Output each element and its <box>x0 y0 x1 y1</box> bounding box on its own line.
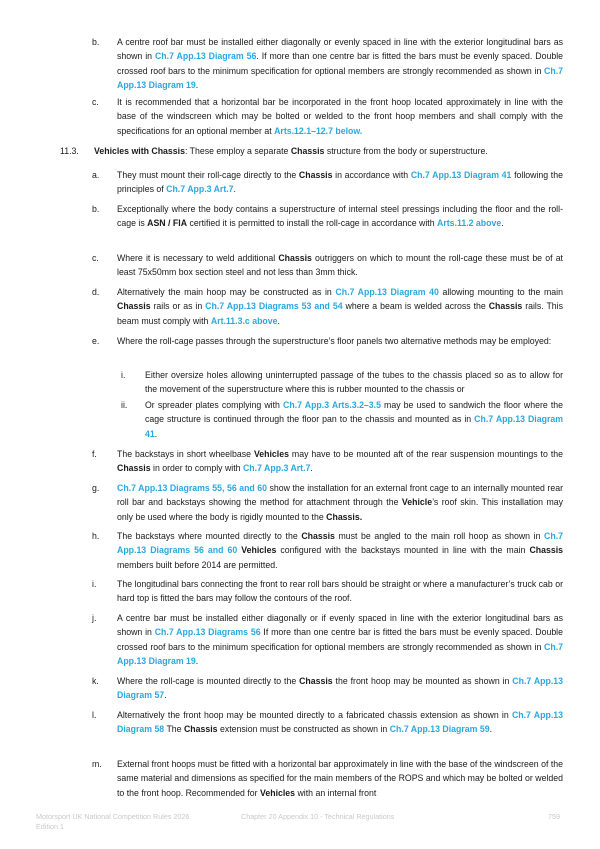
body-text: The backstays where mounted directly to the <box>117 531 302 541</box>
item-e-text <box>117 334 563 348</box>
cross-reference-link[interactable]: Arts.12.1–12.7 below. <box>274 125 363 136</box>
section-number: 11.3. <box>60 146 79 156</box>
item-label-f: f. <box>92 449 97 459</box>
body-text: . <box>195 656 199 667</box>
item-label-k: k. <box>92 676 99 686</box>
cross-reference-link[interactable]: Art.11.3.c above <box>210 315 278 326</box>
body-text: Where it is necessary to weld additional <box>117 253 279 263</box>
defined-term: Chassis <box>117 463 151 474</box>
body-text: . If more than one centre bar is fitted the bars must be evenly spaced. Double crossed roof bars to the minimum specification for optional members are strongly recommended as shown in <box>117 51 564 76</box>
item-e-i-text <box>145 368 563 397</box>
cross-reference-link[interactable]: Ch.7 App.13 Diagram 40 <box>335 287 439 297</box>
body-text: . <box>195 80 199 91</box>
defined-term: Chassis <box>278 253 312 263</box>
cross-reference-link[interactable]: Ch.7 App.13 Diagrams 56 and 60 <box>117 531 564 556</box>
item-label-i: i. <box>92 579 97 589</box>
item-label-e-i: i. <box>121 370 126 380</box>
body-text: It is recommended that a horizontal bar be incorporated in the front hoop located approximately in line with the base of the windscreen which may be bolted or welded to the front hoop members and shall comply with the specifications for an optional member at <box>117 97 563 136</box>
body-text: in accordance with <box>332 170 411 180</box>
body-text: . <box>277 315 280 326</box>
body-text: Where the roll-cage is mounted directly to the <box>117 676 300 686</box>
body-text: may have to be mounted aft of the rear suspension mountings to the <box>288 449 563 459</box>
cross-reference-link[interactable]: Ch.7 App.3 Arts.3.2–3.5 <box>283 400 381 410</box>
item-c2-text <box>117 251 563 280</box>
item-label-b2: b. <box>92 204 100 214</box>
defined-term: Chassis <box>488 301 523 312</box>
cross-reference-link[interactable]: Ch.7 App.13 Diagram 41 <box>145 414 564 439</box>
body-text: in order to comply with <box>150 463 243 474</box>
item-label-c: c. <box>92 97 99 107</box>
footer-edition: Edition 1 <box>36 822 64 831</box>
cross-reference-link[interactable]: Ch.7 App.13 Diagrams 56 <box>154 627 261 638</box>
footer-publication: Motorsport UK National Competition Rules 2026 <box>36 812 190 821</box>
body-text: . <box>154 428 158 439</box>
body-text: . <box>233 184 236 195</box>
body-text: must be angled to the main roll hoop as shown in <box>334 531 545 541</box>
item-label-a: a. <box>92 170 100 180</box>
item-l-text <box>117 708 563 737</box>
item-k-text <box>117 674 563 703</box>
item-b-text <box>117 35 563 93</box>
body-text: . <box>501 218 504 229</box>
defined-term: Chassis <box>529 545 563 556</box>
defined-term: Vehicles with Chassis <box>94 146 185 156</box>
cross-reference-link[interactable]: Ch.7 App.13 Diagram 57 <box>117 676 563 701</box>
body-text: A centre bar must be installed either diagonally or if evenly spaced in line with the exterior longitudinal bars as shown in <box>117 613 563 638</box>
body-text: . <box>489 724 493 735</box>
item-label-e-ii: ii. <box>121 400 128 410</box>
item-c-text <box>117 95 563 138</box>
item-label-b: b. <box>92 37 100 47</box>
item-f-text <box>117 447 563 476</box>
body-text: may be used to sandwich the floor where the cage structure is continued through the floor pan to the chassis and mounted as in <box>145 400 564 425</box>
body-text: show the installation for an external front cage to an internally mounted rear roll bar and backstays showing the method for attachment through the <box>117 483 563 508</box>
body-text: structure from the body or superstructure. <box>324 146 488 156</box>
item-g-text <box>117 481 563 524</box>
item-label-m: m. <box>92 759 102 769</box>
item-label-g: g. <box>92 483 100 493</box>
body-text: following the principles of <box>117 170 563 195</box>
body-text: They must mount their roll-cage directly to the <box>117 170 299 180</box>
cross-reference-link[interactable]: Ch.7 App.13 Diagram 59 <box>389 724 490 735</box>
item-label-e: e. <box>92 336 100 346</box>
body-text: Exceptionally where the body contains a superstructure of internal steel pressings including the floor and the roll-cage is <box>117 204 563 229</box>
item-b2-text <box>117 202 563 231</box>
item-e-ii-text <box>145 398 563 441</box>
body-text: The longitudinal bars connecting the front to rear roll bars should be straight or where a manufacturer’s truck cab or hard top is fitted the bars may follow the contours of the roof. <box>117 579 563 604</box>
cross-reference-link[interactable]: Ch.7 App.3 Art.7 <box>166 184 234 195</box>
body-text: where a beam is welded across the <box>342 301 489 312</box>
defined-term: Vehicles <box>260 787 296 798</box>
defined-term: Chassis <box>290 146 325 156</box>
body-text: certified it is permitted to install the roll-cage in accordance with <box>187 218 438 229</box>
item-d-text <box>117 285 563 328</box>
body-text: . <box>310 463 313 474</box>
cross-reference-link[interactable]: Ch.7 App.3 Art.7 <box>242 463 311 474</box>
cross-reference-link[interactable]: Ch.7 App.13 Diagrams 53 and 54 <box>205 301 343 312</box>
body-text: Either oversize holes allowing uninterrupted passage of the tubes to the chassis placed so as to allow for the movement of the superstructure where this is rubber mounted to the chassis or <box>145 370 563 395</box>
body-text: members built before 2014 are permitted. <box>117 559 278 570</box>
cross-reference-link[interactable]: Ch.7 App.13 Diagrams 55, 56 and 60 <box>117 483 268 493</box>
item-j-text <box>117 611 563 669</box>
defined-term: ASN / FIA <box>147 218 188 229</box>
body-text: with an internal front <box>295 787 377 798</box>
defined-term: Vehicles <box>253 449 289 459</box>
defined-term: Chassis <box>301 531 335 541</box>
body-text: rails. This beam must comply with <box>117 301 563 326</box>
cross-reference-link[interactable]: Ch.7 App.13 Diagram 19 <box>117 65 563 91</box>
defined-term: Chassis. <box>326 511 363 522</box>
body-text: A centre roof bar must be installed either diagonally or evenly spaced in line with the exterior longitudinal bars as shown in <box>117 37 563 62</box>
body-text: extension must be constructed as shown in <box>217 724 390 735</box>
item-i-text <box>117 577 563 606</box>
item-label-l: l. <box>92 710 97 720</box>
body-text: If more than one centre bar is fitted the bars must be evenly spaced. Double crossed roof bars to the minimum specification for optional members are strongly recommended as shown in <box>117 627 563 652</box>
defined-term: Chassis <box>183 724 218 735</box>
item-a-text <box>117 168 563 197</box>
body-text: Alternatively the front hoop may be mounted directly to a fabricated chassis extension as shown in <box>117 710 512 720</box>
body-text: External front hoops must be fitted with a horizontal bar approximately in line with the base of the windscreen of the same material and dimensions as specified for the main members of the ROPS and which may be bolted or welded to the front hoop. Recommended for <box>117 759 563 798</box>
section-heading <box>94 144 564 158</box>
body-text: Where the roll-cage passes through the superstructure’s floor panels two alternative methods may be employed: <box>117 336 552 346</box>
cross-reference-link[interactable]: Ch.7 App.13 Diagram 19 <box>117 641 563 667</box>
page-number: 759 <box>548 812 560 821</box>
cross-reference-link[interactable]: Ch.7 App.13 Diagram 56 <box>154 51 257 62</box>
cross-reference-link[interactable]: Ch.7 App.13 Diagram 41 <box>410 170 512 180</box>
body-text: The <box>164 724 184 735</box>
item-label-h: h. <box>92 531 100 541</box>
item-m-text <box>117 757 563 800</box>
body-text: . <box>164 690 167 701</box>
item-label-c2: c. <box>92 253 99 263</box>
defined-term: Chassis <box>298 170 333 180</box>
body-text: the front hoop may be mounted as shown in <box>332 676 513 686</box>
body-text: allowing mounting to the main <box>438 287 563 297</box>
body-text: Alternatively the main hoop may be constructed as in <box>117 287 336 297</box>
body-text: ’s roof skin. This installation may only be used where the body is rigidly mounted to the <box>117 497 563 522</box>
defined-term: Vehicle <box>401 497 433 508</box>
item-label-j: j. <box>92 613 97 623</box>
body-text: : These employ a separate <box>184 146 291 156</box>
body-text: The backstays in short wheelbase <box>117 449 254 459</box>
defined-term: Chassis <box>117 301 151 312</box>
item-label-d: d. <box>92 287 100 297</box>
cross-reference-link[interactable]: Arts.11.2 above <box>437 218 502 229</box>
body-text: Or spreader plates complying with <box>145 400 284 410</box>
cross-reference-link[interactable]: Ch.7 App.13 Diagram 58 <box>117 710 563 735</box>
item-h-text <box>117 529 563 572</box>
defined-term: Vehicles <box>241 545 277 556</box>
defined-term: Chassis <box>299 676 333 686</box>
body-text: configured with the backstays mounted in line with the main <box>276 545 530 556</box>
body-text: rails or as in <box>150 301 206 312</box>
body-text: outriggers on which to mount the roll-cage these must be of at least 75x50mm box section steel and not less than 3mm thick. <box>117 253 563 278</box>
footer-chapter: Chapter 20 Appendix 10 - Technical Regulations <box>241 812 395 821</box>
